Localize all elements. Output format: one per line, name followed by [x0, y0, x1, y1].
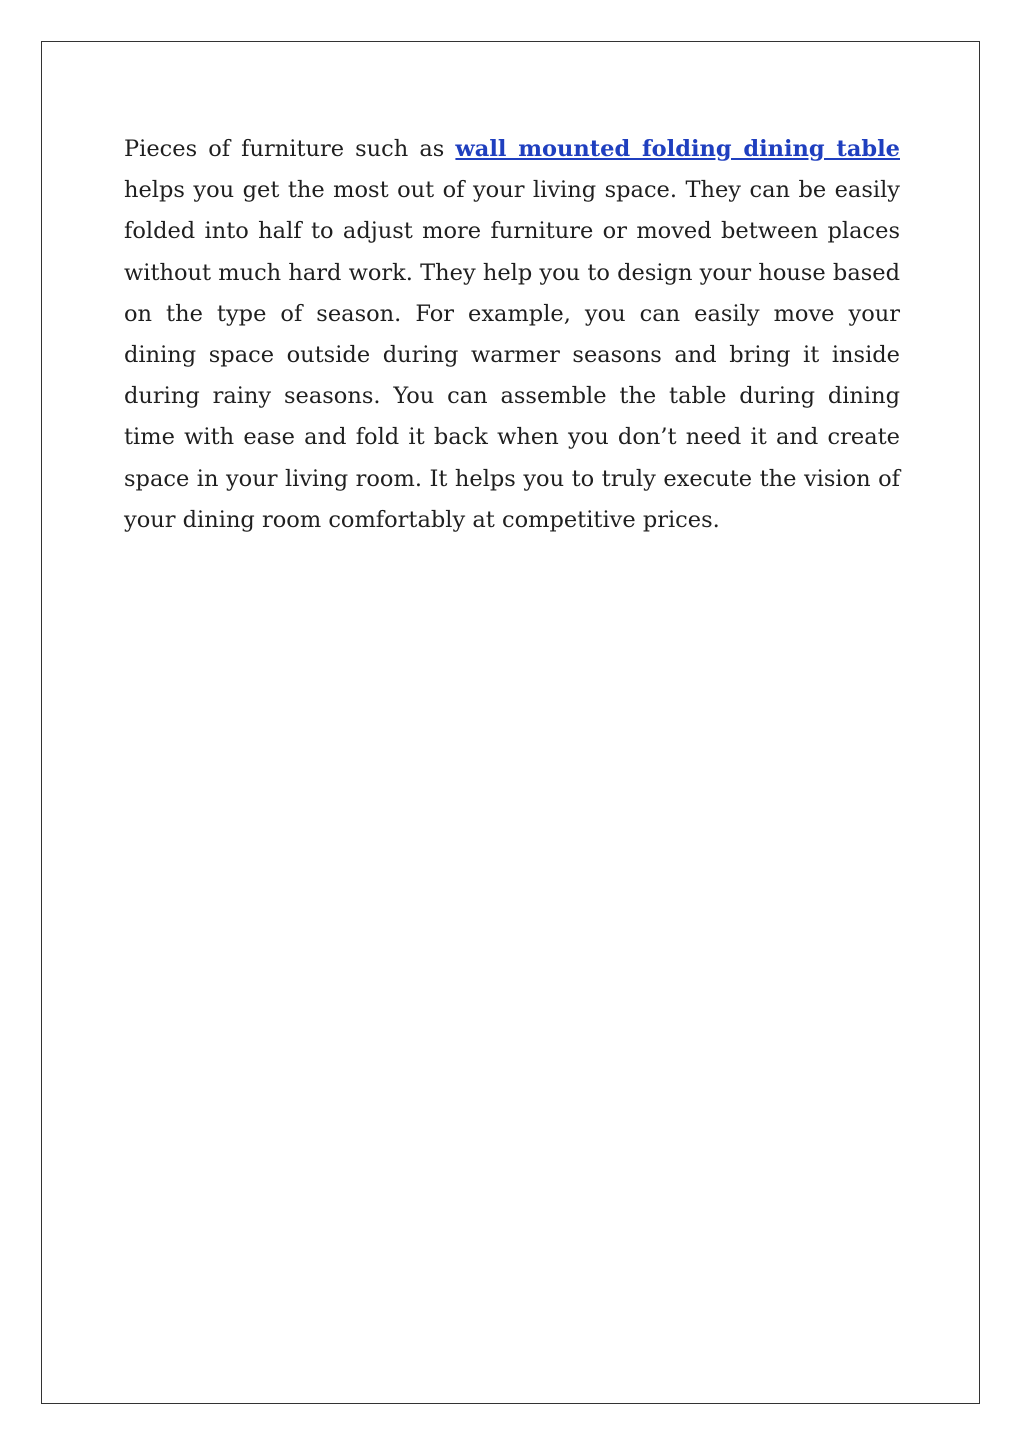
- paragraph-lead: Pieces of furniture such as: [124, 136, 456, 162]
- wall-mounted-folding-dining-table-link[interactable]: wall mounted folding dining table: [455, 136, 900, 162]
- body-paragraph: [124, 129, 900, 541]
- paragraph-rest: helps you get the most out of your living space. They can be easily folded into half to adjust more furniture or moved between places without much hard work. They help you to design your house based on the type of season. For example, you can easily move your dining space outside during warmer seasons and bring it inside during rainy seasons. You can assemble the table during dining time with ease and fold it back when you don’t need it and create space in your living room. It helps you to truly execute the vision of your dining room comfortably at competitive prices.: [124, 177, 900, 533]
